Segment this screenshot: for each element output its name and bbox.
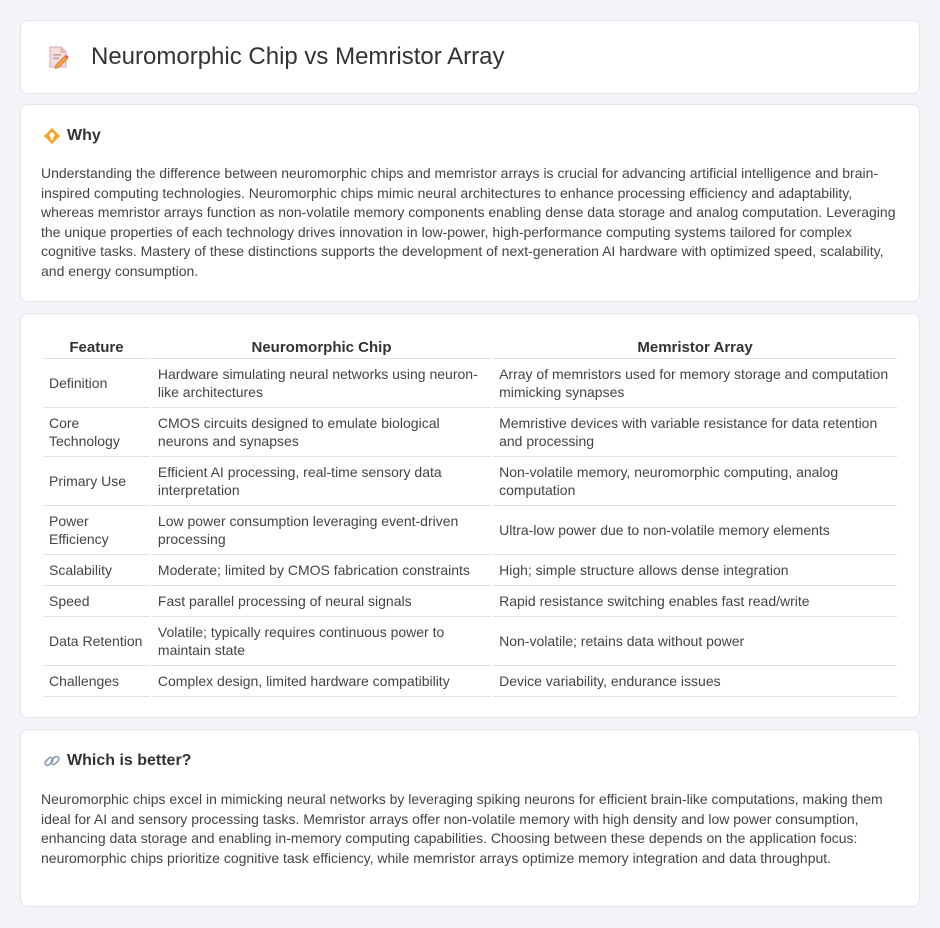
- link-icon: [43, 752, 61, 770]
- feature-cell: Speed: [43, 586, 150, 617]
- feature-cell: Data Retention: [43, 617, 150, 666]
- feature-cell: Definition: [43, 359, 150, 408]
- feature-cell: Scalability: [43, 555, 150, 586]
- array-cell: High; simple structure allows dense integration: [493, 555, 897, 586]
- why-text: Understanding the difference between neuromorphic chips and memristor arrays is crucial for advancing artificial intelligence and brain-inspired computing technologies. Neuromorphic chips mimic neural architectures to enhance processing efficiency and adaptability, whereas memristor arrays function as non-volatile memory components enabling dense data storage and analog computation. Leveraging the unique properties of each technology drives innovation in low-power, high-performance computing systems tailored for complex cognitive tasks. Mastery of these distinctions supports the development of next-generation AI hardware with optimized speed, scalability, and energy consumption.: [41, 165, 896, 279]
- title-card: [20, 20, 920, 94]
- better-title: Which is better?: [67, 752, 192, 769]
- chip-cell: CMOS circuits designed to emulate biological neurons and synapses: [152, 408, 491, 457]
- array-cell: Array of memristors used for memory storage and computation mimicking synapses: [493, 359, 897, 408]
- header-feature: Feature: [43, 335, 150, 359]
- table-row: [43, 555, 897, 586]
- table-row: [43, 408, 897, 457]
- array-cell: Non-volatile memory, neuromorphic computing, analog computation: [493, 457, 897, 506]
- diamond-bulb-icon: [43, 127, 61, 145]
- chip-cell: Moderate; limited by CMOS fabrication constraints: [152, 555, 491, 586]
- array-cell: Memristive devices with variable resistance for data retention and processing: [493, 408, 897, 457]
- chip-cell: Efficient AI processing, real-time sensory data interpretation: [152, 457, 491, 506]
- document-pencil-icon: [45, 44, 71, 70]
- why-section: [20, 104, 920, 302]
- page-title: Neuromorphic Chip vs Memristor Array: [91, 43, 505, 70]
- table-row: [43, 506, 897, 555]
- chip-cell: Complex design, limited hardware compatibility: [152, 666, 491, 697]
- comparison-table-card: [20, 313, 920, 718]
- header-neuromorphic-chip: Neuromorphic Chip: [152, 335, 491, 359]
- feature-cell: Challenges: [43, 666, 150, 697]
- better-text: Neuromorphic chips excel in mimicking neural networks by leveraging spiking neurons for efficient brain-like computations, making them ideal for AI and sensory processing tasks. Memristor arrays offer non-volatile memory with high density and low power consumption, enhancing data storage and enabling in-memory computing capabilities. Choosing between these depends on the application focus: neuromorphic chips prioritize cognitive task efficiency, while memristor arrays optimize memory integration and data throughput.: [41, 791, 883, 866]
- table-row: [43, 586, 897, 617]
- why-title: Why: [67, 127, 101, 144]
- table-row: [43, 457, 897, 506]
- table-row: [43, 359, 897, 408]
- feature-cell: Power Efficiency: [43, 506, 150, 555]
- chip-cell: Hardware simulating neural networks using neuron-like architectures: [152, 359, 491, 408]
- header-memristor-array: Memristor Array: [493, 335, 897, 359]
- array-cell: Device variability, endurance issues: [493, 666, 897, 697]
- array-cell: Rapid resistance switching enables fast read/write: [493, 586, 897, 617]
- table-row: [43, 617, 897, 666]
- feature-cell: Core Technology: [43, 408, 150, 457]
- chip-cell: Volatile; typically requires continuous power to maintain state: [152, 617, 491, 666]
- which-is-better-section: [20, 729, 920, 907]
- table-header-row: [43, 335, 897, 359]
- comparison-table: [41, 335, 899, 697]
- table-row: [43, 666, 897, 697]
- feature-cell: Primary Use: [43, 457, 150, 506]
- array-cell: Non-volatile; retains data without power: [493, 617, 897, 666]
- array-cell: Ultra-low power due to non-volatile memory elements: [493, 506, 897, 555]
- chip-cell: Low power consumption leveraging event-driven processing: [152, 506, 491, 555]
- chip-cell: Fast parallel processing of neural signals: [152, 586, 491, 617]
